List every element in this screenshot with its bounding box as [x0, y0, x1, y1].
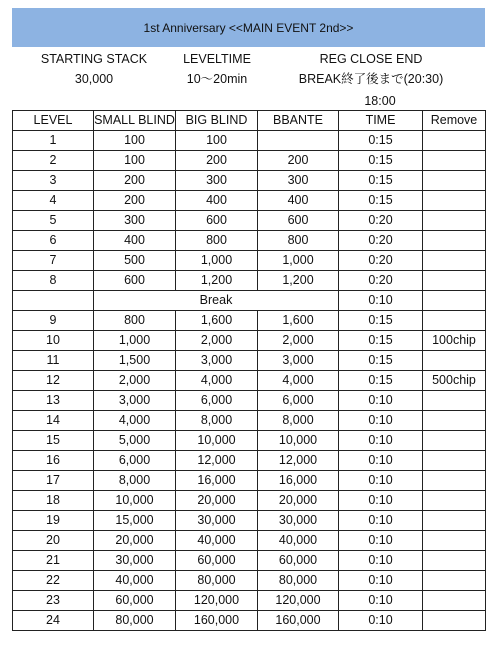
cell-big-blind: 16,000 [176, 471, 258, 491]
cell-bbante: 12,000 [258, 451, 339, 471]
cell-remove [423, 451, 486, 471]
start-time: 18:00 [364, 94, 396, 108]
cell-level: 21 [13, 551, 94, 571]
cell-small-blind: 10,000 [94, 491, 176, 511]
cell-remove [423, 471, 486, 491]
cell-small-blind: 80,000 [94, 611, 176, 631]
cell-time: 0:15 [339, 131, 423, 151]
cell-big-blind: 1,600 [176, 311, 258, 331]
table-row [13, 251, 486, 271]
cell-bbante: 1,000 [258, 251, 339, 271]
cell-level: 6 [13, 231, 94, 251]
table-row [13, 491, 486, 511]
reg-close-label: REG CLOSE END [319, 52, 423, 66]
table-row [13, 191, 486, 211]
cell-remove: 100chip [423, 331, 486, 351]
cell-bbante: 60,000 [258, 551, 339, 571]
leveltime-label: LEVELTIME [183, 52, 251, 66]
cell-level: 13 [13, 391, 94, 411]
cell-big-blind: 4,000 [176, 371, 258, 391]
cell-small-blind: 30,000 [94, 551, 176, 571]
cell-remove [423, 151, 486, 171]
cell-small-blind: 8,000 [94, 471, 176, 491]
header-big-blind: BIG BLIND [176, 111, 258, 131]
cell-time: 0:10 [339, 531, 423, 551]
cell-remove [423, 191, 486, 211]
cell-level: 9 [13, 311, 94, 331]
page-title: 1st Anniversary <<MAIN EVENT 2nd>> [12, 8, 485, 47]
break-label: Break [94, 291, 339, 311]
cell-big-blind: 8,000 [176, 411, 258, 431]
cell-big-blind: 30,000 [176, 511, 258, 531]
header-level: LEVEL [13, 111, 94, 131]
table-row [13, 531, 486, 551]
cell-big-blind: 800 [176, 231, 258, 251]
cell-bbante: 10,000 [258, 431, 339, 451]
cell-remove: 500chip [423, 371, 486, 391]
table-row [13, 411, 486, 431]
table-row [13, 311, 486, 331]
cell-small-blind: 1,000 [94, 331, 176, 351]
cell-level: 17 [13, 471, 94, 491]
cell-remove [423, 491, 486, 511]
cell-level: 15 [13, 431, 94, 451]
cell-level: 2 [13, 151, 94, 171]
cell-level: 8 [13, 271, 94, 291]
cell-small-blind: 2,000 [94, 371, 176, 391]
cell-level: 22 [13, 571, 94, 591]
cell-remove [423, 291, 486, 311]
cell-big-blind: 300 [176, 171, 258, 191]
cell-bbante: 3,000 [258, 351, 339, 371]
cell-bbante: 160,000 [258, 611, 339, 631]
cell-time: 0:10 [339, 411, 423, 431]
cell-remove [423, 171, 486, 191]
table-row [13, 231, 486, 251]
cell-small-blind: 40,000 [94, 571, 176, 591]
cell-time: 0:10 [339, 571, 423, 591]
cell-level: 7 [13, 251, 94, 271]
cell-big-blind: 80,000 [176, 571, 258, 591]
cell-small-blind: 800 [94, 311, 176, 331]
cell-remove [423, 431, 486, 451]
header-bbante: BBANTE [258, 111, 339, 131]
cell-remove [423, 271, 486, 291]
cell-time: 0:15 [339, 151, 423, 171]
blind-structure-table [12, 110, 486, 631]
cell-time: 0:20 [339, 231, 423, 251]
cell-time: 0:15 [339, 311, 423, 331]
cell-time: 0:10 [339, 591, 423, 611]
reg-close-value: BREAK終了後まで(20:30) [298, 72, 444, 86]
cell-level: 19 [13, 511, 94, 531]
starting-stack-label: STARTING STACK [40, 52, 148, 66]
cell-small-blind: 60,000 [94, 591, 176, 611]
cell-bbante: 1,600 [258, 311, 339, 331]
cell-remove [423, 131, 486, 151]
cell-small-blind: 100 [94, 131, 176, 151]
cell-time: 0:10 [339, 471, 423, 491]
cell-time: 0:20 [339, 211, 423, 231]
cell-time: 0:20 [339, 251, 423, 271]
cell-big-blind: 40,000 [176, 531, 258, 551]
cell-remove [423, 231, 486, 251]
cell-time: 0:10 [339, 611, 423, 631]
cell-big-blind: 10,000 [176, 431, 258, 451]
cell-small-blind: 200 [94, 191, 176, 211]
cell-level: 18 [13, 491, 94, 511]
table-row [13, 571, 486, 591]
cell-bbante: 120,000 [258, 591, 339, 611]
cell-level: 4 [13, 191, 94, 211]
table-body [13, 131, 486, 631]
cell-bbante: 30,000 [258, 511, 339, 531]
cell-bbante: 16,000 [258, 471, 339, 491]
cell-big-blind: 120,000 [176, 591, 258, 611]
cell-big-blind: 3,000 [176, 351, 258, 371]
table-row [13, 151, 486, 171]
cell-small-blind: 100 [94, 151, 176, 171]
cell-level: 24 [13, 611, 94, 631]
cell-time: 0:15 [339, 171, 423, 191]
cell-bbante: 40,000 [258, 531, 339, 551]
cell-time: 0:10 [339, 451, 423, 471]
cell-bbante: 300 [258, 171, 339, 191]
cell-bbante: 800 [258, 231, 339, 251]
cell-remove [423, 531, 486, 551]
cell-bbante: 6,000 [258, 391, 339, 411]
leveltime-value: 10～20min [186, 72, 248, 86]
cell-time: 0:10 [339, 551, 423, 571]
cell-time: 0:10 [339, 431, 423, 451]
cell-bbante: 8,000 [258, 411, 339, 431]
cell-level: 16 [13, 451, 94, 471]
cell-big-blind: 600 [176, 211, 258, 231]
cell-remove [423, 571, 486, 591]
cell-remove [423, 591, 486, 611]
cell-bbante: 600 [258, 211, 339, 231]
cell-remove [423, 311, 486, 331]
cell-big-blind: 1,200 [176, 271, 258, 291]
table-row [13, 431, 486, 451]
cell-remove [423, 251, 486, 271]
table-row [13, 171, 486, 191]
table-row [13, 331, 486, 351]
cell-small-blind: 20,000 [94, 531, 176, 551]
cell-bbante: 80,000 [258, 571, 339, 591]
cell-level: 23 [13, 591, 94, 611]
cell-level: 1 [13, 131, 94, 151]
cell-remove [423, 391, 486, 411]
table-header-row [13, 111, 486, 131]
cell-small-blind: 400 [94, 231, 176, 251]
cell-time: 0:15 [339, 191, 423, 211]
cell-small-blind: 15,000 [94, 511, 176, 531]
cell-small-blind: 6,000 [94, 451, 176, 471]
cell-remove [423, 211, 486, 231]
table-row [13, 511, 486, 531]
cell-small-blind: 200 [94, 171, 176, 191]
cell-big-blind: 100 [176, 131, 258, 151]
cell-level [13, 291, 94, 311]
cell-bbante: 2,000 [258, 331, 339, 351]
cell-time: 0:10 [339, 511, 423, 531]
cell-level: 12 [13, 371, 94, 391]
table-row [13, 591, 486, 611]
cell-bbante [258, 131, 339, 151]
cell-remove [423, 511, 486, 531]
cell-small-blind: 1,500 [94, 351, 176, 371]
table-row [13, 451, 486, 471]
header-small-blind: SMALL BLIND [94, 111, 176, 131]
cell-level: 20 [13, 531, 94, 551]
cell-time: 0:10 [339, 391, 423, 411]
table-row [13, 471, 486, 491]
cell-bbante: 20,000 [258, 491, 339, 511]
cell-small-blind: 4,000 [94, 411, 176, 431]
cell-big-blind: 60,000 [176, 551, 258, 571]
cell-level: 14 [13, 411, 94, 431]
header-remove: Remove [423, 111, 486, 131]
cell-big-blind: 20,000 [176, 491, 258, 511]
cell-big-blind: 400 [176, 191, 258, 211]
cell-bbante: 4,000 [258, 371, 339, 391]
cell-level: 11 [13, 351, 94, 371]
cell-time: 0:10 [339, 291, 423, 311]
cell-remove [423, 611, 486, 631]
cell-big-blind: 2,000 [176, 331, 258, 351]
starting-stack-value: 30,000 [74, 72, 114, 86]
cell-remove [423, 551, 486, 571]
cell-time: 0:15 [339, 351, 423, 371]
cell-level: 5 [13, 211, 94, 231]
cell-time: 0:15 [339, 331, 423, 351]
cell-big-blind: 12,000 [176, 451, 258, 471]
cell-bbante: 200 [258, 151, 339, 171]
break-row [13, 291, 486, 311]
cell-big-blind: 6,000 [176, 391, 258, 411]
table-row [13, 371, 486, 391]
table-row [13, 271, 486, 291]
table-row [13, 351, 486, 371]
cell-bbante: 400 [258, 191, 339, 211]
cell-big-blind: 200 [176, 151, 258, 171]
cell-time: 0:15 [339, 371, 423, 391]
table-row [13, 211, 486, 231]
table-row [13, 551, 486, 571]
cell-time: 0:10 [339, 491, 423, 511]
cell-level: 10 [13, 331, 94, 351]
cell-bbante: 1,200 [258, 271, 339, 291]
cell-small-blind: 600 [94, 271, 176, 291]
cell-small-blind: 3,000 [94, 391, 176, 411]
cell-small-blind: 5,000 [94, 431, 176, 451]
table-row [13, 391, 486, 411]
cell-remove [423, 411, 486, 431]
cell-time: 0:20 [339, 271, 423, 291]
table-row [13, 131, 486, 151]
table-row [13, 611, 486, 631]
header-time: TIME [339, 111, 423, 131]
cell-big-blind: 1,000 [176, 251, 258, 271]
cell-remove [423, 351, 486, 371]
cell-big-blind: 160,000 [176, 611, 258, 631]
cell-small-blind: 500 [94, 251, 176, 271]
cell-level: 3 [13, 171, 94, 191]
cell-small-blind: 300 [94, 211, 176, 231]
